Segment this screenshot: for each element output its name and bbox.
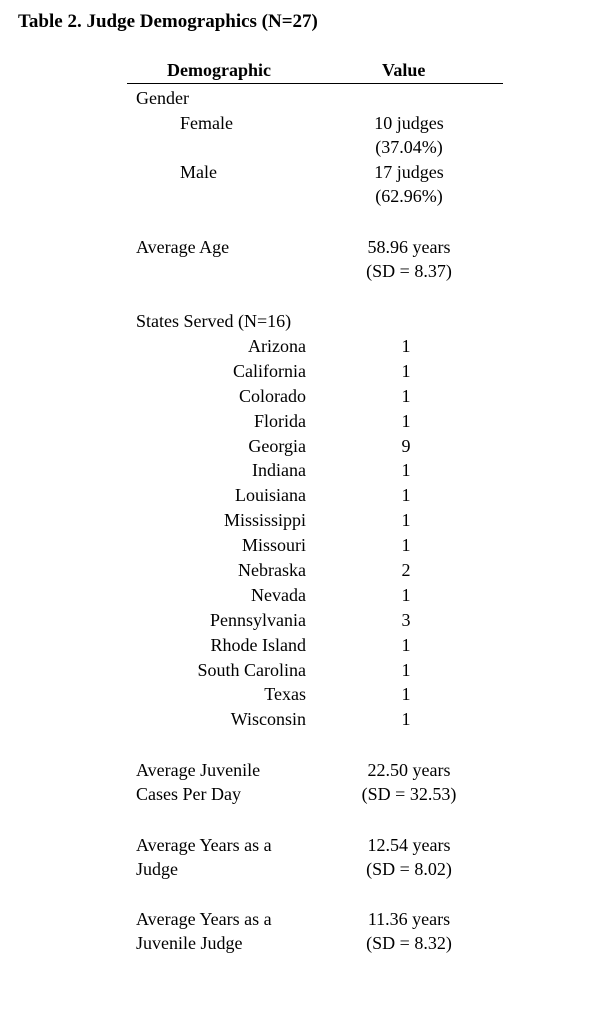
judge-years-value: 12.54 years [367, 835, 451, 855]
state-count: 1 [401, 510, 411, 531]
judge-years-label-line1: Average Years as a [136, 835, 272, 855]
state-row [150, 508, 470, 533]
states-label: States Served (N=16) [136, 311, 292, 331]
state-name: Nebraska [238, 560, 306, 581]
state-name: California [233, 360, 306, 381]
state-count: 3 [401, 609, 411, 630]
cases-sd: (SD = 32.53) [361, 784, 457, 804]
male-label: Male [180, 162, 217, 182]
state-count: 2 [401, 560, 411, 581]
state-name: Georgia [248, 435, 306, 456]
judge-years-sd: (SD = 8.02) [366, 859, 452, 879]
state-count: 1 [401, 584, 411, 605]
state-count: 9 [401, 435, 411, 456]
state-row [150, 583, 470, 608]
age-sd: (SD = 8.37) [366, 261, 452, 281]
state-row [150, 533, 470, 558]
column-header-value: Value [382, 60, 426, 80]
state-count: 1 [401, 659, 411, 680]
header-rule [127, 83, 503, 84]
state-name: Rhode Island [210, 634, 306, 655]
age-label: Average Age [136, 237, 230, 257]
state-name: Indiana [252, 460, 306, 481]
state-name: Texas [264, 684, 306, 705]
state-row [150, 483, 470, 508]
state-count: 1 [401, 336, 411, 356]
state-name: Colorado [239, 385, 306, 406]
cases-label-line1: Average Juvenile [136, 760, 261, 780]
male-count: 17 judges [374, 162, 444, 182]
cases-value: 22.50 years [367, 760, 451, 780]
state-row [150, 633, 470, 658]
state-count: 1 [401, 360, 411, 381]
state-row [150, 658, 470, 683]
state-name: Mississippi [223, 510, 306, 531]
female-label: Female [180, 113, 233, 133]
state-count: 1 [401, 460, 411, 481]
state-name: Nevada [251, 584, 306, 605]
state-row [150, 384, 470, 409]
state-count: 1 [401, 684, 411, 705]
state-name: Missouri [241, 535, 306, 556]
state-row [150, 608, 470, 633]
female-count: 10 judges [374, 113, 444, 133]
state-row [150, 682, 470, 707]
state-row [150, 434, 470, 459]
state-name: Wisconsin [230, 709, 306, 730]
juvenile-years-label-line1: Average Years as a [136, 909, 272, 929]
state-count: 1 [401, 709, 411, 730]
judge-years-label-line2: Judge [136, 859, 178, 879]
state-row [150, 558, 470, 583]
state-name: Florida [254, 410, 306, 431]
juvenile-years-label-line2: Juvenile Judge [136, 933, 243, 953]
table-title: Table 2. Judge Demographics (N=27) [18, 11, 318, 32]
state-row [150, 359, 470, 384]
states-list [150, 334, 470, 732]
state-row [150, 409, 470, 434]
state-count: 1 [401, 485, 411, 506]
state-name: Arizona [248, 336, 306, 356]
state-name: South Carolina [197, 659, 306, 680]
state-count: 1 [401, 385, 411, 406]
juvenile-years-sd: (SD = 8.32) [366, 933, 452, 953]
state-row [150, 458, 470, 483]
male-percent: (62.96%) [375, 186, 443, 206]
state-count: 1 [401, 535, 411, 556]
juvenile-years-value: 11.36 years [367, 909, 451, 929]
column-header-demographic: Demographic [167, 60, 271, 80]
female-percent: (37.04%) [375, 137, 443, 157]
state-row [150, 707, 470, 732]
gender-label: Gender [136, 88, 189, 108]
age-value: 58.96 years [367, 237, 451, 257]
state-count: 1 [401, 410, 411, 431]
state-name: Pennsylvania [210, 609, 306, 630]
state-row [150, 334, 470, 359]
cases-label-line2: Cases Per Day [136, 784, 241, 804]
state-name: Louisiana [235, 485, 306, 506]
state-count: 1 [401, 634, 411, 655]
